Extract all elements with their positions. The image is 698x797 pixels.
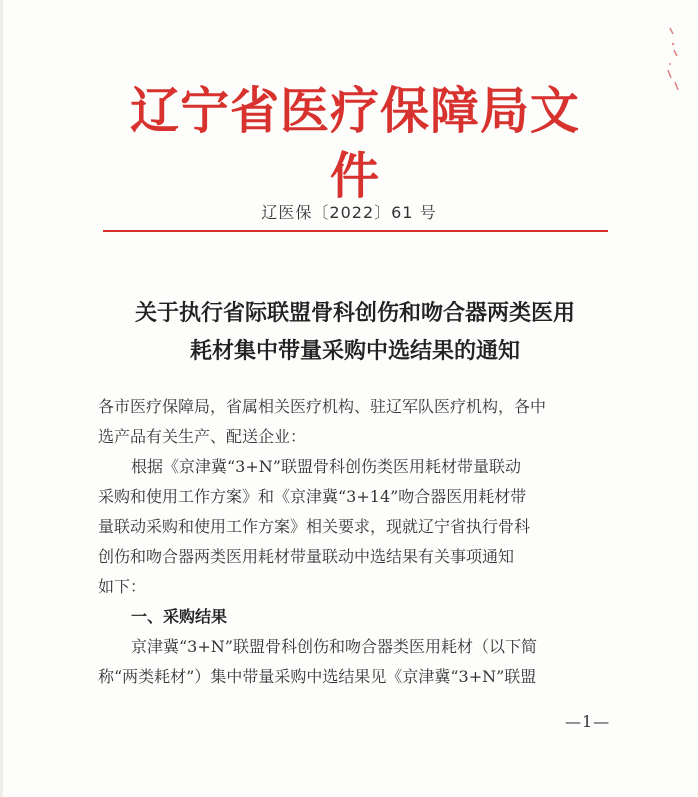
paragraph-line: 量联动采购和使用工作方案》相关要求，现就辽宁省执行骨科 xyxy=(98,517,531,536)
section-heading: 一、采购结果 xyxy=(131,607,228,626)
scan-edge xyxy=(0,0,3,797)
document-number: 辽医保〔2022〕61 号 xyxy=(261,203,437,222)
paragraph-line: 如下： xyxy=(98,577,147,596)
page-number: —1— xyxy=(565,712,611,731)
paragraph-line: 京津冀“3+N”联盟骨科创伤和吻合器类医用耗材（以下简 xyxy=(131,637,537,656)
document-title xyxy=(95,295,615,371)
document-masthead: 辽宁省医疗保障局文件 xyxy=(130,81,580,205)
seal-fragment-icon xyxy=(640,20,680,100)
paragraph-line: 采购和使用工作方案》和《京津冀“3+14”吻合器医用耗材带 xyxy=(98,487,527,506)
paragraph-line: 创伤和吻合器两类医用耗材带量联动中选结果有关事项通知 xyxy=(98,547,515,566)
addressee-line: 选产品有关生产、配送企业： xyxy=(98,427,307,446)
red-divider-line xyxy=(103,230,608,232)
title-line: 关于执行省际联盟骨科创伤和吻合器两类医用 xyxy=(134,301,575,326)
paragraph-line: 根据《京津冀“3+N”联盟骨科创伤类医用耗材带量联动 xyxy=(131,457,521,476)
document-body xyxy=(98,392,618,692)
title-line: 耗材集中带量采购中选结果的通知 xyxy=(189,339,520,364)
paragraph-line: 称“两类耗材”）集中带量采购中选结果见《京津冀“3+N”联盟 xyxy=(98,667,537,686)
addressee-line: 各市医疗保障局，省属相关医疗机构、驻辽军队医疗机构，各中 xyxy=(98,397,547,416)
